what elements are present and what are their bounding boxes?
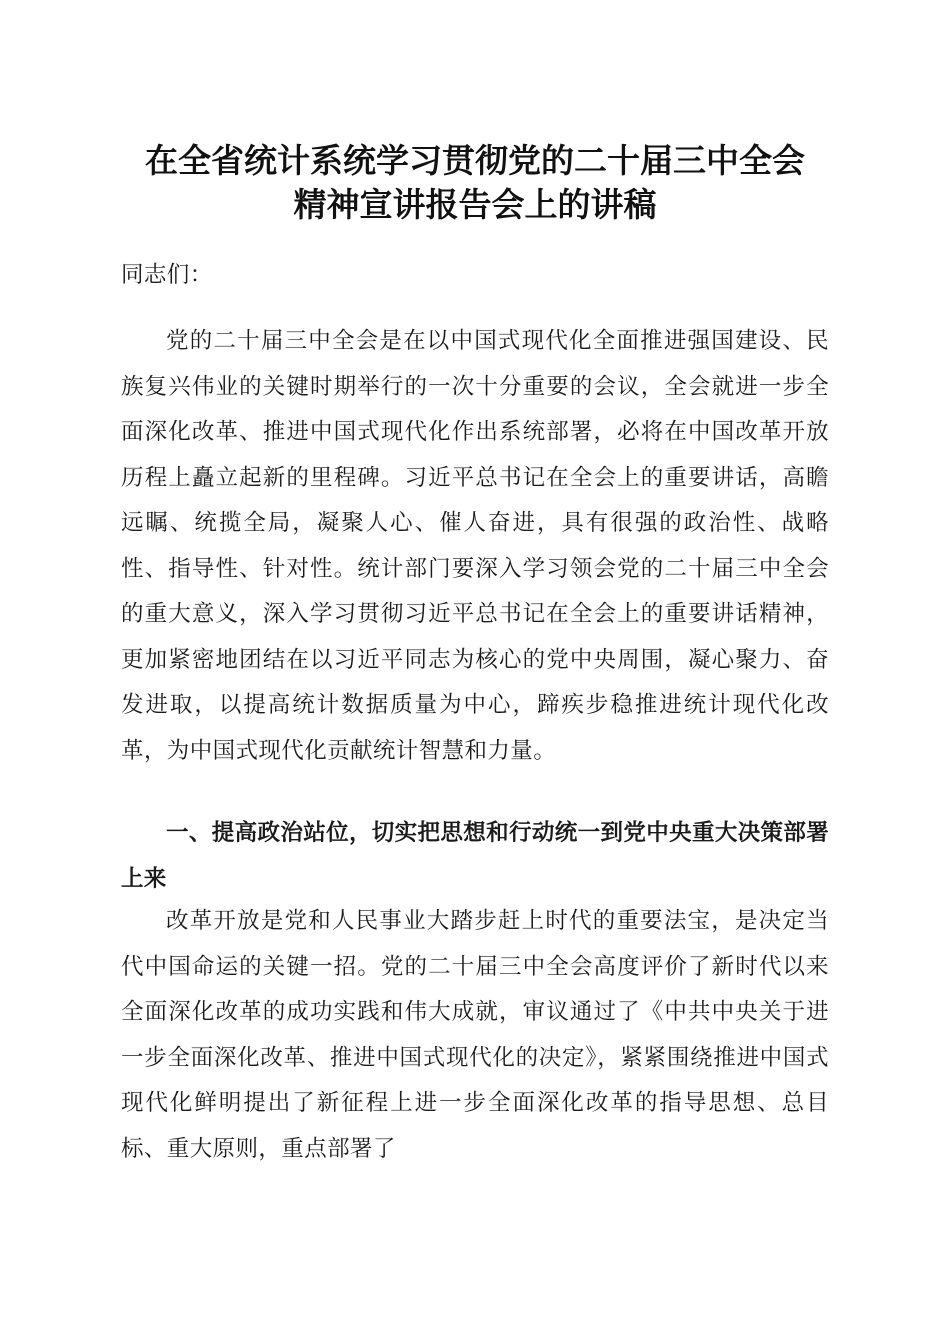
paragraph-2: 改革开放是党和人民事业大踏步赶上时代的重要法宝，是决定当代中国命运的关键一招。党的二十届三中全会高度评价了新时代以来全面深化改革的成功实践和伟大成就，审议通过了《中共中央关于进一步全面深化改革、推进中国式现代化的决定》，紧紧围绕推进中国式现代化鲜明提出了新征程上进一步全面深化改革的指导思想、总目标、重大原则，重点部署了 <box>121 908 829 1162</box>
section-1-heading: 一、提高政治站位，切实把思想和行动统一到党中央重大决策部署上来 <box>121 820 829 892</box>
document-title-line-1: 在全省统计系统学习贯彻党的二十届三中全会 <box>145 141 805 180</box>
paragraph-1: 党的二十届三中全会是在以中国式现代化全面推进强国建设、民族复兴伟业的关键时期举行的一次十分重要的会议，全会就进一步全面深化改革、推进中国式现代化作出系统部署，必将在中国改革开放历程上矗立起新的里程碑。习近平总书记在全会上的重要讲话，高瞻远瞩、统揽全局，凝聚人心、催人奋进，具有很强的政治性、战略性、指导性、针对性。统计部门要深入学习领会党的二十届三中全会的重大意义，深入学习贯彻习近平总书记在全会上的重要讲话精神，更加紧密地团结在以习近平同志为核心的党中央周围，凝心聚力、奋发进取，以提高统计数据质量为中心，蹄疾步稳推进统计现代化改革，为中国式现代化贡献统计智慧和力量。 <box>121 328 829 764</box>
greeting: 同志们： <box>121 262 213 288</box>
document-title-line-2: 精神宣讲报告会上的讲稿 <box>293 185 657 224</box>
